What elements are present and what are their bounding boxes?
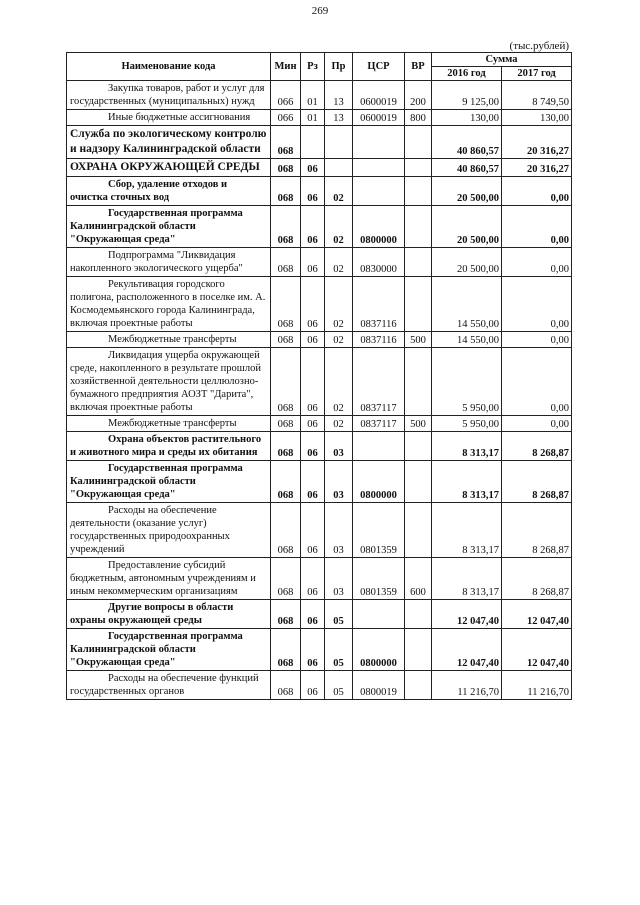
- cell-m: 068: [271, 671, 301, 700]
- cell-pr: 02: [325, 277, 353, 332]
- cell-m: 068: [271, 277, 301, 332]
- cell-c: [353, 600, 405, 629]
- cell-a: 12 047,40: [432, 600, 502, 629]
- cell-n: Другие вопросы в области охраны окружающей среды: [67, 600, 271, 629]
- cell-b: 0,00: [502, 177, 572, 206]
- cell-c: 0600019: [353, 110, 405, 126]
- cell-b: 0,00: [502, 416, 572, 432]
- cell-rz: 06: [301, 332, 325, 348]
- cell-b: 0,00: [502, 332, 572, 348]
- cell-m: 066: [271, 81, 301, 110]
- cell-c: 0801359: [353, 503, 405, 558]
- cell-b: 8 268,87: [502, 503, 572, 558]
- table-row: [67, 461, 572, 503]
- cell-b: 0,00: [502, 277, 572, 332]
- cell-v: [405, 671, 432, 700]
- cell-v: 600: [405, 558, 432, 600]
- table-row: [67, 110, 572, 126]
- cell-a: 40 860,57: [432, 159, 502, 177]
- cell-c: [353, 177, 405, 206]
- cell-a: 14 550,00: [432, 332, 502, 348]
- cell-pr: 05: [325, 629, 353, 671]
- header-vr: ВР: [405, 53, 432, 81]
- cell-n: Расходы на обеспечение функций государственных органов: [67, 671, 271, 700]
- cell-c: 0800000: [353, 461, 405, 503]
- cell-c: [353, 432, 405, 461]
- cell-a: 9 125,00: [432, 81, 502, 110]
- cell-b: 0,00: [502, 248, 572, 277]
- cell-a: 11 216,70: [432, 671, 502, 700]
- cell-m: 068: [271, 159, 301, 177]
- cell-n: Государственная программа Калининградской области "Окружающая среда": [67, 206, 271, 248]
- cell-c: 0600019: [353, 81, 405, 110]
- cell-pr: 05: [325, 600, 353, 629]
- cell-n: Ликвидация ущерба окружающей среде, накопленного в результате прошлой хозяйственной деятельности целлюлозно-бумажного предприятия АОЗТ "Дарита", включая проектные работы: [67, 348, 271, 416]
- cell-rz: 06: [301, 248, 325, 277]
- cell-a: 12 047,40: [432, 629, 502, 671]
- cell-v: [405, 177, 432, 206]
- cell-pr: 03: [325, 432, 353, 461]
- cell-pr: 13: [325, 110, 353, 126]
- cell-c: 0837116: [353, 332, 405, 348]
- cell-v: 500: [405, 332, 432, 348]
- cell-a: 14 550,00: [432, 277, 502, 332]
- table-body: [67, 81, 572, 700]
- cell-m: 068: [271, 629, 301, 671]
- cell-rz: 06: [301, 416, 325, 432]
- cell-m: 068: [271, 348, 301, 416]
- cell-b: 8 268,87: [502, 432, 572, 461]
- cell-rz: 06: [301, 159, 325, 177]
- cell-pr: 03: [325, 558, 353, 600]
- cell-v: [405, 159, 432, 177]
- table-row: [67, 348, 572, 416]
- cell-n: Межбюджетные трансферты: [67, 332, 271, 348]
- header-name: Наименование кода: [67, 53, 271, 81]
- cell-rz: 06: [301, 206, 325, 248]
- cell-v: [405, 126, 432, 159]
- cell-rz: 06: [301, 277, 325, 332]
- cell-rz: 06: [301, 503, 325, 558]
- table-row: [67, 81, 572, 110]
- cell-m: 068: [271, 416, 301, 432]
- cell-c: 0830000: [353, 248, 405, 277]
- cell-pr: 02: [325, 177, 353, 206]
- cell-m: 068: [271, 600, 301, 629]
- page-number: 269: [311, 5, 329, 17]
- cell-c: [353, 126, 405, 159]
- cell-a: 5 950,00: [432, 416, 502, 432]
- table-row: [67, 248, 572, 277]
- cell-a: 20 500,00: [432, 177, 502, 206]
- cell-b: 130,00: [502, 110, 572, 126]
- cell-c: 0837117: [353, 416, 405, 432]
- cell-c: 0837117: [353, 348, 405, 416]
- cell-n: Государственная программа Калининградской области "Окружающая среда": [67, 461, 271, 503]
- cell-v: [405, 461, 432, 503]
- cell-a: 8 313,17: [432, 503, 502, 558]
- cell-pr: 03: [325, 503, 353, 558]
- header-sum: Сумма: [432, 53, 572, 67]
- cell-n: Охрана объектов растительного и животного мира и среды их обитания: [67, 432, 271, 461]
- cell-v: 500: [405, 416, 432, 432]
- cell-pr: 02: [325, 416, 353, 432]
- cell-b: 11 216,70: [502, 671, 572, 700]
- cell-b: 8 268,87: [502, 461, 572, 503]
- cell-n: Подпрограмма "Ликвидация накопленного экологического ущерба": [67, 248, 271, 277]
- cell-m: 068: [271, 558, 301, 600]
- cell-a: 8 313,17: [432, 461, 502, 503]
- cell-pr: 02: [325, 348, 353, 416]
- cell-v: [405, 277, 432, 332]
- cell-pr: 05: [325, 671, 353, 700]
- cell-b: 0,00: [502, 348, 572, 416]
- cell-b: 20 316,27: [502, 159, 572, 177]
- table-row: [67, 416, 572, 432]
- header-csr: ЦСР: [353, 53, 405, 81]
- cell-n: Предоставление субсидий бюджетным, автономным учреждениям и иным некоммерческим организациям: [67, 558, 271, 600]
- header-2017: 2017 год: [502, 67, 572, 81]
- cell-pr: [325, 159, 353, 177]
- cell-pr: [325, 126, 353, 159]
- cell-n: ОХРАНА ОКРУЖАЮЩЕЙ СРЕДЫ: [67, 159, 271, 177]
- cell-m: 068: [271, 332, 301, 348]
- header-min: Мин: [271, 53, 301, 81]
- table-row: [67, 126, 572, 159]
- cell-v: [405, 432, 432, 461]
- cell-rz: 06: [301, 671, 325, 700]
- cell-n: Иные бюджетные ассигнования: [67, 110, 271, 126]
- cell-c: 0837116: [353, 277, 405, 332]
- cell-n: Государственная программа Калининградской области "Окружающая среда": [67, 629, 271, 671]
- cell-n: Сбор, удаление отходов и очистка сточных вод: [67, 177, 271, 206]
- cell-m: 068: [271, 432, 301, 461]
- cell-pr: 03: [325, 461, 353, 503]
- cell-a: 5 950,00: [432, 348, 502, 416]
- cell-b: 12 047,40: [502, 629, 572, 671]
- header-2016: 2016 год: [432, 67, 502, 81]
- cell-a: 130,00: [432, 110, 502, 126]
- cell-m: 068: [271, 461, 301, 503]
- cell-a: 8 313,17: [432, 432, 502, 461]
- table-row: [67, 277, 572, 332]
- cell-c: [353, 159, 405, 177]
- cell-rz: 06: [301, 432, 325, 461]
- header-pr: Пр: [325, 53, 353, 81]
- table-row: [67, 558, 572, 600]
- table-row: [67, 177, 572, 206]
- cell-rz: 01: [301, 81, 325, 110]
- cell-m: 068: [271, 206, 301, 248]
- cell-rz: 06: [301, 348, 325, 416]
- cell-rz: [301, 126, 325, 159]
- cell-a: 20 500,00: [432, 248, 502, 277]
- cell-n: Расходы на обеспечение деятельности (оказание услуг) государственных природоохранных учреждений: [67, 503, 271, 558]
- cell-c: 0800019: [353, 671, 405, 700]
- cell-n: Служба по экологическому контролю и надзору Калининградской области: [67, 126, 271, 159]
- cell-b: 20 316,27: [502, 126, 572, 159]
- cell-pr: 02: [325, 332, 353, 348]
- cell-n: Рекультивация городского полигона, расположенного в поселке им. А. Космодемьянского города Калининграда, включая проектные работы: [67, 277, 271, 332]
- table-row: [67, 206, 572, 248]
- cell-v: [405, 206, 432, 248]
- table-row: [67, 503, 572, 558]
- cell-m: 068: [271, 177, 301, 206]
- cell-pr: 13: [325, 81, 353, 110]
- cell-a: 8 313,17: [432, 558, 502, 600]
- cell-v: [405, 248, 432, 277]
- header-rz: Рз: [301, 53, 325, 81]
- cell-b: 12 047,40: [502, 600, 572, 629]
- cell-b: 8 749,50: [502, 81, 572, 110]
- units-label: (тыс.рублей): [509, 40, 569, 52]
- cell-v: [405, 629, 432, 671]
- cell-b: 8 268,87: [502, 558, 572, 600]
- cell-v: [405, 348, 432, 416]
- table-row: [67, 159, 572, 177]
- cell-rz: 06: [301, 600, 325, 629]
- table-row: [67, 671, 572, 700]
- cell-b: 0,00: [502, 206, 572, 248]
- cell-c: 0800000: [353, 629, 405, 671]
- cell-m: 066: [271, 110, 301, 126]
- cell-rz: 06: [301, 461, 325, 503]
- cell-a: 20 500,00: [432, 206, 502, 248]
- cell-n: Межбюджетные трансферты: [67, 416, 271, 432]
- cell-v: [405, 600, 432, 629]
- table-row: [67, 600, 572, 629]
- cell-v: 200: [405, 81, 432, 110]
- cell-rz: 06: [301, 629, 325, 671]
- cell-pr: 02: [325, 206, 353, 248]
- cell-m: 068: [271, 503, 301, 558]
- cell-rz: 06: [301, 177, 325, 206]
- cell-c: 0800000: [353, 206, 405, 248]
- cell-rz: 06: [301, 558, 325, 600]
- budget-table: [66, 52, 572, 700]
- cell-v: 800: [405, 110, 432, 126]
- cell-rz: 01: [301, 110, 325, 126]
- cell-m: 068: [271, 248, 301, 277]
- cell-m: 068: [271, 126, 301, 159]
- cell-c: 0801359: [353, 558, 405, 600]
- cell-a: 40 860,57: [432, 126, 502, 159]
- cell-pr: 02: [325, 248, 353, 277]
- table-row: [67, 332, 572, 348]
- cell-n: Закупка товаров, работ и услуг для государственных (муниципальных) нужд: [67, 81, 271, 110]
- cell-v: [405, 503, 432, 558]
- table-row: [67, 629, 572, 671]
- table-row: [67, 432, 572, 461]
